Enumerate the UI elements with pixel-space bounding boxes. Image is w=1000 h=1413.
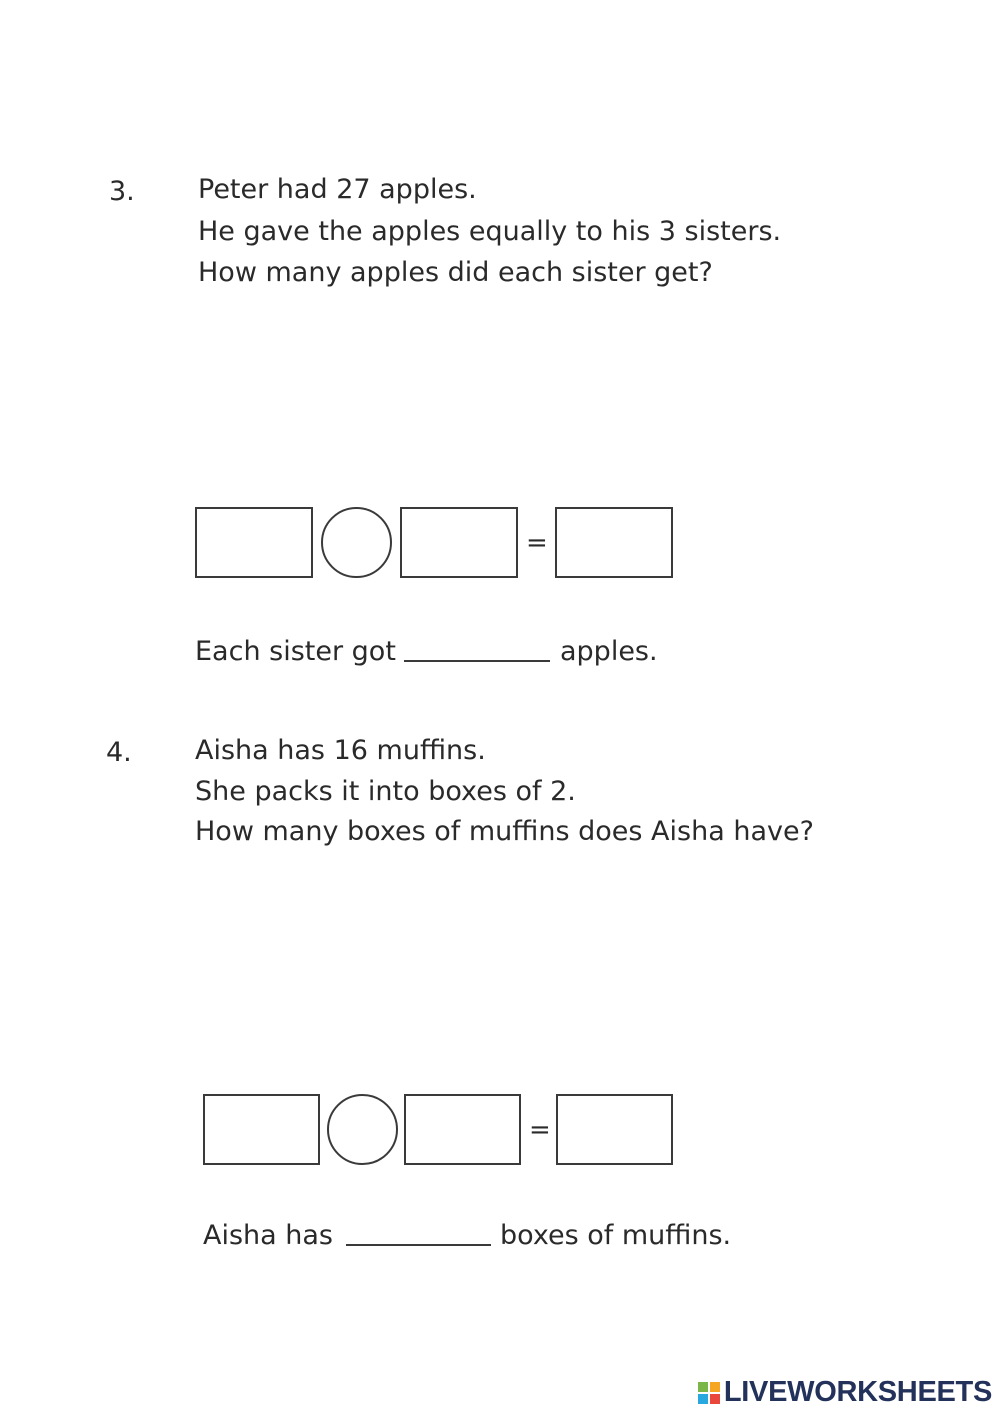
second-number-box[interactable] [400, 507, 518, 578]
equals-sign: = [526, 528, 548, 558]
question-text-line: Aisha has 16 muffins. [195, 735, 486, 766]
answer-unit: boxes of muffins. [500, 1220, 732, 1251]
answer-label: Aisha has [203, 1220, 334, 1251]
question-text-line: She packs it into boxes of 2. [195, 776, 576, 807]
result-box[interactable] [555, 507, 673, 578]
answer-blank[interactable] [346, 1244, 491, 1246]
second-number-box[interactable] [404, 1094, 521, 1165]
answer-label: Each sister got [195, 636, 396, 667]
liveworksheets-logo [698, 1378, 992, 1407]
equals-sign: = [529, 1115, 551, 1145]
operator-circle[interactable] [321, 507, 392, 578]
question-text-line: Peter had 27 apples. [198, 174, 477, 205]
question-number: 3. [109, 176, 135, 207]
result-box[interactable] [556, 1094, 673, 1165]
question-text-line: He gave the apples equally to his 3 sisters. [198, 216, 782, 247]
answer-unit: apples. [560, 636, 658, 667]
question-text-line: How many boxes of muffins does Aisha have? [195, 816, 814, 847]
question-text-line: How many apples did each sister get? [198, 257, 713, 288]
first-number-box[interactable] [195, 507, 313, 578]
first-number-box[interactable] [203, 1094, 320, 1165]
operator-circle[interactable] [327, 1094, 398, 1165]
logo-text: LIVEWORKSHEETS [723, 1376, 992, 1408]
answer-blank[interactable] [404, 660, 550, 662]
question-number: 4. [106, 737, 132, 768]
logo-mark-icon [698, 1382, 720, 1404]
